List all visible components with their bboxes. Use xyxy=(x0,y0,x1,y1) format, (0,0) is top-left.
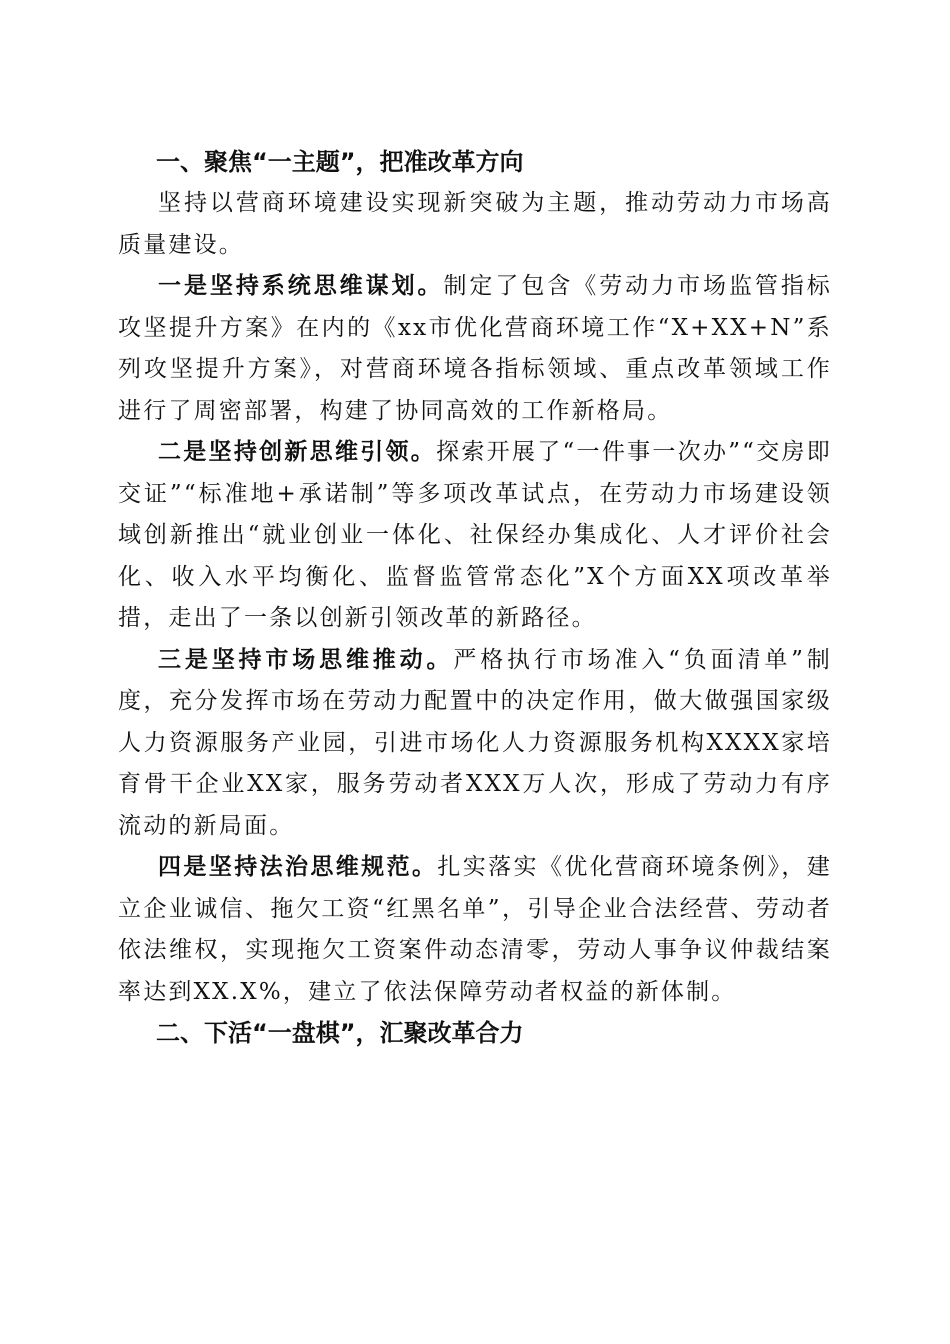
item-3-lead: 三是坚持市场思维推动。 xyxy=(158,646,454,673)
item-3-text: 严格执行市场准入“负面清单”制度，充分发挥市场在劳动力配置中的决定作用，做大做强国家级人力资源服务产业园，引进市场化人力资源服务机构XXXX家培育骨干企业XX家，服务劳动者XXX万人次，形成了劳动力有序流动的新局面。 xyxy=(118,646,832,839)
item-1-text: 制定了包含《劳动力市场监管指标攻坚提升方案》在内的《xx市优化营商环境工作“X+XX+N”系列攻坚提升方案》，对营商环境各指标领域、重点改革领域工作进行了周密部署，构建了协同高效的工作新格局。 xyxy=(118,273,833,424)
paragraph-item-2 xyxy=(118,432,832,640)
document-body xyxy=(118,142,832,1054)
section-1-heading: 一、聚焦“一主题”，把准改革方向 xyxy=(156,148,524,176)
item-4-lead: 四是坚持法治思维规范。 xyxy=(158,854,438,880)
item-4-text: 扎实落实《优化营商环境条例》，建立企业诚信、拖欠工资“红黑名单”，引导企业合法经营、劳动者依法维权，实现拖欠工资案件动态清零，劳动人事争议仲裁结案率达到XX.X%，建立了依法保障劳动者权益的新体制。 xyxy=(118,854,832,1005)
paragraph-item-3 xyxy=(118,640,832,848)
paragraph-item-4 xyxy=(118,847,832,1013)
section-1-intro: 坚持以营商环境建设实现新突破为主题，推动劳动力市场高质量建设。 xyxy=(118,190,832,258)
item-2-text: 探索开展了“一件事一次办”“交房即交证”“标准地+承诺制”等多项改革试点，在劳动力市场建设领域创新推出“就业创业一体化、社保经办集成化、人才评价社会化、收入水平均衡化、监督监管常态化”X个方面XX项改革举措，走出了一条以创新引领改革的新路径。 xyxy=(118,439,832,631)
section-2-heading: 二、下活“一盘棋”，汇聚改革合力 xyxy=(156,1019,524,1047)
item-1-lead: 一是坚持系统思维谋划。 xyxy=(158,273,444,299)
paragraph-item-1 xyxy=(118,266,832,432)
item-2-lead: 二是坚持创新思维引领。 xyxy=(158,439,437,465)
